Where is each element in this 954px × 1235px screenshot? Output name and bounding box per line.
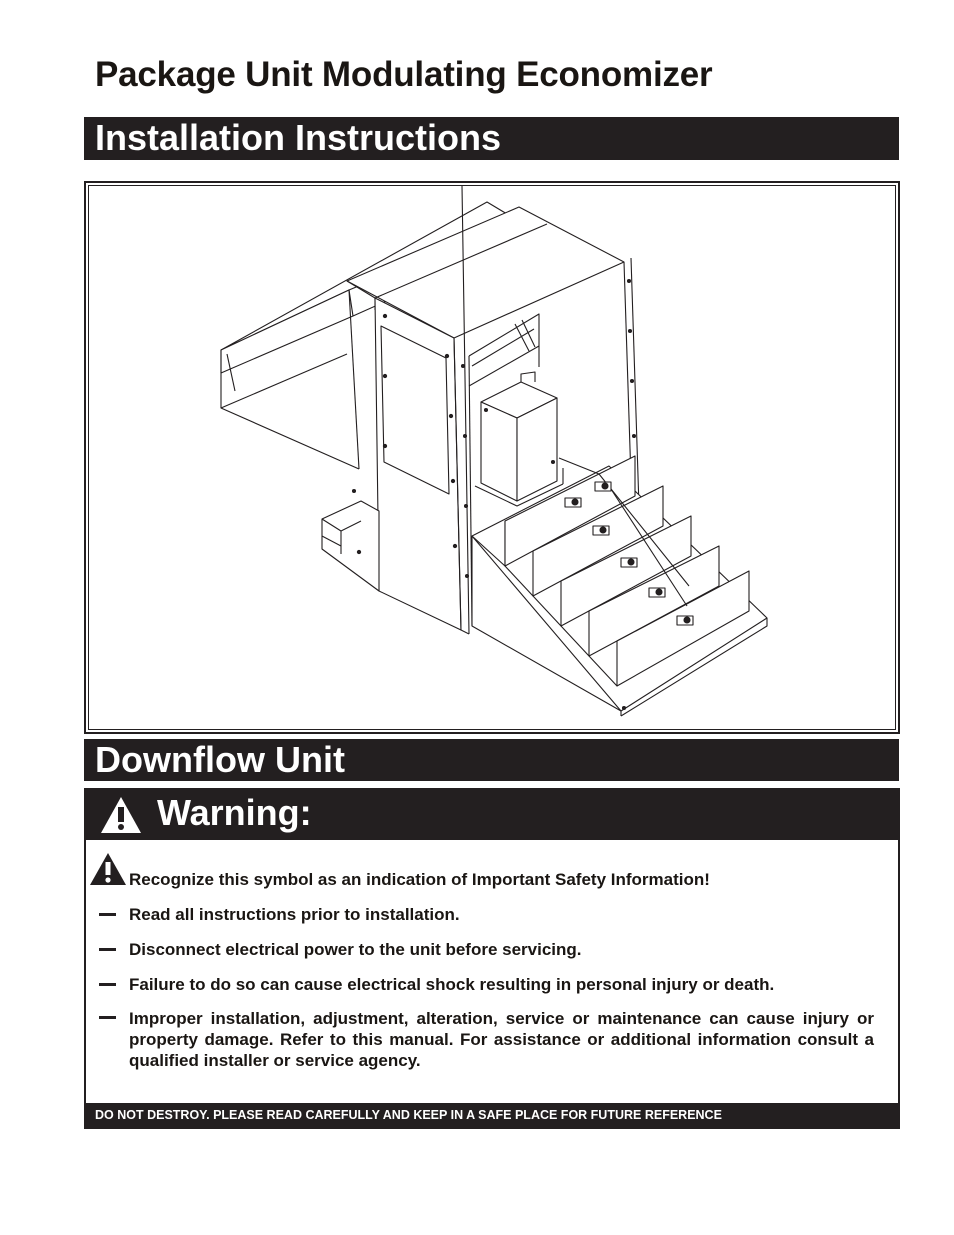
- warning-triangle-icon: [99, 795, 143, 835]
- warning-item: Improper installation, adjustment, alteration, service or maintenance can cause injury or property damage. Refer to this manual. For assistance or additional information consult a qualified installer or service agency.: [129, 1009, 874, 1070]
- warning-item: Read all instructions prior to installation.: [129, 905, 460, 924]
- bullet-dash-icon: [99, 983, 116, 986]
- bullet-dash-icon: [99, 1016, 116, 1019]
- figure-inner-frame: [88, 185, 896, 730]
- warning-item: Disconnect electrical power to the unit before servicing.: [129, 940, 582, 959]
- figure-frame: [84, 181, 900, 734]
- safety-alert-icon: [89, 852, 127, 886]
- unit-type-banner: Downflow Unit: [84, 739, 899, 781]
- warning-heading: Warning:: [157, 792, 312, 833]
- warning-item: Failure to do so can cause electrical shock resulting in personal injury or death.: [129, 975, 775, 994]
- document-title: Package Unit Modulating Economizer: [95, 55, 713, 94]
- actuator-bracket: [475, 372, 563, 506]
- economizer-illustration: [89, 186, 897, 730]
- retention-notice: DO NOT DESTROY. PLEASE READ CAREFULLY AND KEEP IN A SAFE PLACE FOR FUTURE REFERENCE: [86, 1103, 898, 1127]
- warning-header: [86, 790, 898, 840]
- left-side-panel: [375, 298, 461, 630]
- bullet-dash-icon: [99, 948, 116, 951]
- bullet-dash-icon: [99, 913, 116, 916]
- safety-intro-text: Recognize this symbol as an indication of Important Safety Information!: [129, 870, 710, 889]
- bottom-tray: [322, 490, 379, 592]
- section-banner-installation: Installation Instructions: [84, 117, 899, 160]
- warning-panel: [84, 788, 900, 1129]
